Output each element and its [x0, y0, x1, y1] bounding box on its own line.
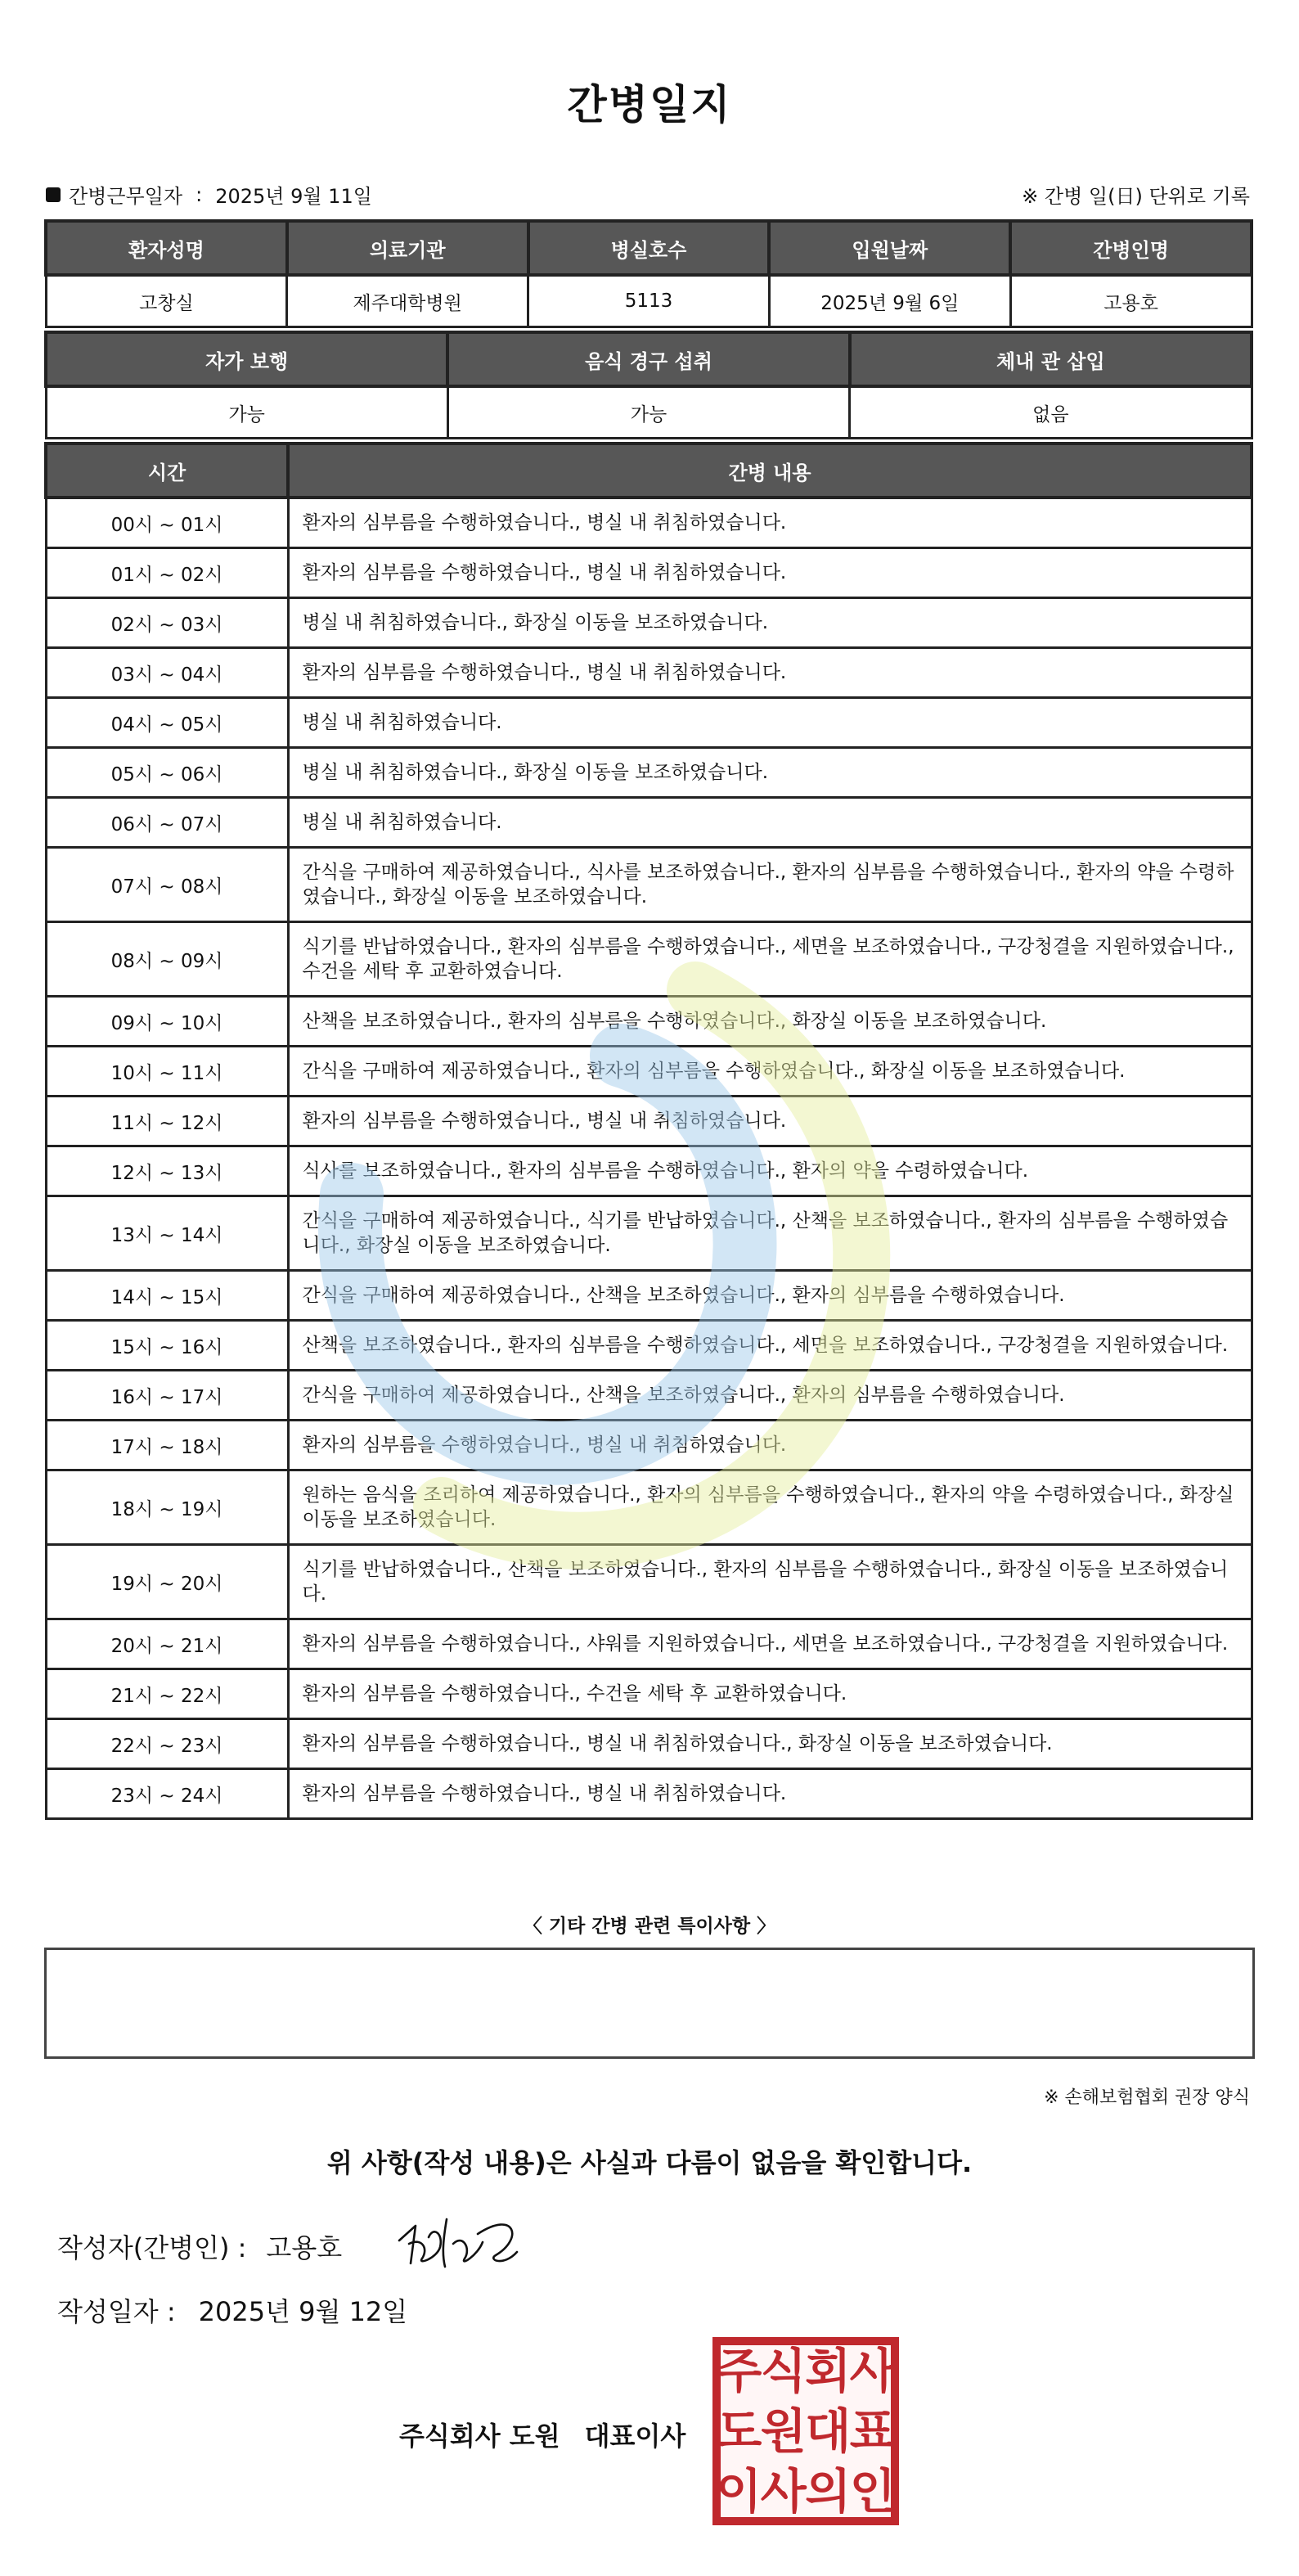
- recommended-form-note: ※ 손해보험협회 권장 양식: [1044, 2087, 1250, 2108]
- care-log-content: 환자의 심부름을 수행하였습니다., 병실 내 취침하였습니다.: [288, 1769, 1252, 1819]
- patient-status-header-row: [46, 332, 1252, 386]
- care-log-content: 병실 내 취침하였습니다., 화장실 이동을 보조하였습니다.: [288, 598, 1252, 648]
- care-log-time: 01시 ~ 02시: [46, 548, 288, 598]
- care-log-row: [46, 1196, 1252, 1271]
- hospital-value: 제주대학병원: [287, 275, 528, 327]
- care-log-row: [46, 1421, 1252, 1470]
- care-log-content: 식기를 반납하였습니다., 환자의 심부름을 수행하였습니다., 세면을 보조하였습니다., 구강청결을 지원하였습니다., 수건을 세탁 후 교환하였습니다.: [288, 922, 1252, 997]
- care-log-time: 09시 ~ 10시: [46, 997, 288, 1047]
- care-log-time: 06시 ~ 07시: [46, 798, 288, 848]
- care-log-time: 16시 ~ 17시: [46, 1371, 288, 1421]
- patient-status-table: [44, 331, 1253, 439]
- room-number-value: 5113: [528, 275, 770, 327]
- care-log-row: [46, 997, 1252, 1047]
- care-log-content: 환자의 심부름을 수행하였습니다., 수건을 세탁 후 교환하였습니다.: [288, 1669, 1252, 1719]
- care-log-content: 식사를 보조하였습니다., 환자의 심부름을 수행하였습니다., 환자의 약을 수령하였습니다.: [288, 1146, 1252, 1196]
- care-log-time: 08시 ~ 09시: [46, 922, 288, 997]
- care-log-time: 19시 ~ 20시: [46, 1545, 288, 1619]
- care-log-row: [46, 1321, 1252, 1371]
- document-title: 간병일지: [567, 81, 732, 128]
- care-log-row: [46, 548, 1252, 598]
- care-log-content: 식기를 반납하였습니다., 산책을 보조하였습니다., 환자의 심부름을 수행하였습니다., 화장실 이동을 보조하였습니다.: [288, 1545, 1252, 1619]
- patient-status-value-row: [46, 386, 1252, 439]
- oral-intake-value: 가능: [447, 386, 849, 439]
- care-log-row: [46, 798, 1252, 848]
- care-log-row: [46, 648, 1252, 698]
- care-log-row: [46, 748, 1252, 798]
- care-log-time: 23시 ~ 24시: [46, 1769, 288, 1819]
- care-log-content: 간식을 구매하여 제공하였습니다., 환자의 심부름을 수행하였습니다., 화장실 이동을 보조하였습니다.: [288, 1047, 1252, 1097]
- special-notes-heading: 〈 기타 간병 관련 특이사항 〉: [523, 1916, 776, 1937]
- care-log-row: [46, 1545, 1252, 1619]
- care-log-time: 10시 ~ 11시: [46, 1047, 288, 1097]
- bullet-square-icon: [46, 187, 61, 202]
- company-name: 주식회사 도원: [399, 2421, 560, 2452]
- header-self-walking: 자가 보행: [46, 332, 447, 386]
- care-log-row: [46, 1371, 1252, 1421]
- care-log-content: 산책을 보조하였습니다., 환자의 심부름을 수행하였습니다., 화장실 이동을 보조하였습니다.: [288, 997, 1252, 1047]
- writer-label: 작성자(간병인) :: [57, 2232, 247, 2263]
- seal-character: 이: [716, 2463, 762, 2520]
- care-log-time: 07시 ~ 08시: [46, 848, 288, 922]
- care-log-row: [46, 698, 1252, 748]
- seal-character: 주: [716, 2343, 762, 2399]
- write-date-row: [57, 2291, 407, 2329]
- write-date-label: 작성일자 :: [57, 2296, 176, 2327]
- care-log-content: 원하는 음식을 조리하여 제공하였습니다., 환자의 심부름을 수행하였습니다., 환자의 약을 수령하였습니다., 화장실 이동을 보조하였습니다.: [288, 1470, 1252, 1545]
- care-log-time: 13시 ~ 14시: [46, 1196, 288, 1271]
- care-log-content: 환자의 심부름을 수행하였습니다., 병실 내 취침하였습니다.: [288, 498, 1252, 548]
- care-log-row: [46, 848, 1252, 922]
- seal-character: 사: [760, 2463, 807, 2520]
- care-log-time: 20시 ~ 21시: [46, 1619, 288, 1669]
- work-date-value: 2025년 9월 11일: [215, 185, 372, 208]
- care-log-row: [46, 1619, 1252, 1669]
- care-log-time: 00시 ~ 01시: [46, 498, 288, 548]
- care-log-row: [46, 1146, 1252, 1196]
- care-log-content: 환자의 심부름을 수행하였습니다., 병실 내 취침하였습니다.: [288, 548, 1252, 598]
- patient-info-header-row: [46, 221, 1252, 275]
- tube-insertion-value: 없음: [850, 386, 1252, 439]
- care-log-row: [46, 1047, 1252, 1097]
- care-log-row: [46, 1470, 1252, 1545]
- care-log-content: 환자의 심부름을 수행하였습니다., 병실 내 취침하였습니다.: [288, 1421, 1252, 1470]
- patient-name-value: 고창실: [46, 275, 287, 327]
- care-log-content: 간식을 구매하여 제공하였습니다., 식사를 보조하였습니다., 환자의 심부름을 수행하였습니다., 환자의 약을 수령하였습니다., 화장실 이동을 보조하였습니다.: [288, 848, 1252, 922]
- seal-character: 도: [716, 2403, 762, 2459]
- seal-character: 사: [849, 2343, 896, 2399]
- header-patient-name: 환자성명: [46, 221, 287, 275]
- care-log-time: 17시 ~ 18시: [46, 1421, 288, 1470]
- care-log-table: [44, 442, 1253, 1820]
- care-log-header-row: [46, 444, 1252, 498]
- care-log-content: 환자의 심부름을 수행하였습니다., 병실 내 취침하였습니다.: [288, 1097, 1252, 1146]
- care-log-time: 12시 ~ 13시: [46, 1146, 288, 1196]
- care-log-content: 병실 내 취침하였습니다.: [288, 698, 1252, 748]
- header-time: 시간: [46, 444, 288, 498]
- care-log-content: 간식을 구매하여 제공하였습니다., 식기를 반납하였습니다., 산책을 보조하였습니다., 환자의 심부름을 수행하였습니다., 화장실 이동을 보조하였습니다.: [288, 1196, 1252, 1271]
- seal-character: 원: [760, 2403, 807, 2459]
- care-log-content: 환자의 심부름을 수행하였습니다., 병실 내 취침하였습니다., 화장실 이동을 보조하였습니다.: [288, 1719, 1252, 1769]
- care-log-content: 환자의 심부름을 수행하였습니다., 병실 내 취침하였습니다.: [288, 648, 1252, 698]
- care-log-time: 18시 ~ 19시: [46, 1470, 288, 1545]
- caregiver-name-value: 고용호: [1010, 275, 1252, 327]
- care-log-time: 02시 ~ 03시: [46, 598, 288, 648]
- self-walking-value: 가능: [46, 386, 447, 439]
- seal-character: 식: [760, 2343, 807, 2399]
- care-log-time: 05시 ~ 06시: [46, 748, 288, 798]
- header-tube-insertion: 체내 관 삽입: [850, 332, 1252, 386]
- care-log-row: [46, 922, 1252, 997]
- header-room-number: 병실호수: [528, 221, 770, 275]
- care-log-row: [46, 1097, 1252, 1146]
- seal-character: 대: [805, 2403, 852, 2459]
- admission-date-value: 2025년 9월 6일: [769, 275, 1010, 327]
- care-log-time: 15시 ~ 16시: [46, 1321, 288, 1371]
- writer-row: [57, 2227, 342, 2265]
- work-date-label: 간병근무일자: [69, 185, 183, 208]
- care-log-row: [46, 1719, 1252, 1769]
- care-log-content: 간식을 구매하여 제공하였습니다., 산책을 보조하였습니다., 환자의 심부름을 수행하였습니다.: [288, 1271, 1252, 1321]
- care-log-body: [46, 498, 1252, 1819]
- patient-info-value-row: [46, 275, 1252, 327]
- company-seal-icon: [712, 2336, 900, 2526]
- work-date-colon: :: [196, 182, 203, 206]
- care-log-content: 병실 내 취침하였습니다.: [288, 798, 1252, 848]
- care-log-row: [46, 1769, 1252, 1819]
- care-log-time: 21시 ~ 22시: [46, 1669, 288, 1719]
- care-log-row: [46, 1271, 1252, 1321]
- company-signature-line: [399, 2416, 685, 2453]
- header-hospital: 의료기관: [287, 221, 528, 275]
- header-admission-date: 입원날짜: [769, 221, 1010, 275]
- work-date-row: [46, 180, 372, 209]
- care-log-content: 병실 내 취침하였습니다., 화장실 이동을 보조하였습니다.: [288, 748, 1252, 798]
- signature-icon: [393, 2201, 532, 2275]
- confirmation-statement: 위 사항(작성 내용)은 사실과 다름이 없음을 확인합니다.: [326, 2147, 973, 2178]
- care-log-time: 22시 ~ 23시: [46, 1719, 288, 1769]
- special-notes-box: [44, 1948, 1255, 2059]
- write-date-value: 2025년 9월 12일: [198, 2296, 408, 2327]
- care-log-time: 14시 ~ 15시: [46, 1271, 288, 1321]
- care-log-content: 환자의 심부름을 수행하였습니다., 샤워를 지원하였습니다., 세면을 보조하였습니다., 구강청결을 지원하였습니다.: [288, 1619, 1252, 1669]
- care-log-content: 산책을 보조하였습니다., 환자의 심부름을 수행하였습니다., 세면을 보조하였습니다., 구강청결을 지원하였습니다.: [288, 1321, 1252, 1371]
- care-log-row: [46, 498, 1252, 548]
- seal-character: 회: [805, 2343, 852, 2399]
- care-log-content: 간식을 구매하여 제공하였습니다., 산책을 보조하였습니다., 환자의 심부름을 수행하였습니다.: [288, 1371, 1252, 1421]
- care-log-time: 04시 ~ 05시: [46, 698, 288, 748]
- seal-character: 표: [849, 2403, 896, 2459]
- care-log-time: 11시 ~ 12시: [46, 1097, 288, 1146]
- care-log-time: 03시 ~ 04시: [46, 648, 288, 698]
- care-log-row: [46, 1669, 1252, 1719]
- header-care-content: 간병 내용: [288, 444, 1252, 498]
- company-representative-title: 대표이사: [584, 2421, 686, 2452]
- writer-name: 고용호: [266, 2232, 343, 2263]
- seal-character: 인: [849, 2463, 896, 2520]
- patient-info-table: [44, 219, 1253, 328]
- care-log-row: [46, 598, 1252, 648]
- unit-note: ※ 간병 일(日) 단위로 기록: [1022, 185, 1250, 208]
- header-caregiver-name: 간병인명: [1010, 221, 1252, 275]
- seal-character: 의: [805, 2463, 852, 2520]
- header-oral-intake: 음식 경구 섭취: [447, 332, 849, 386]
